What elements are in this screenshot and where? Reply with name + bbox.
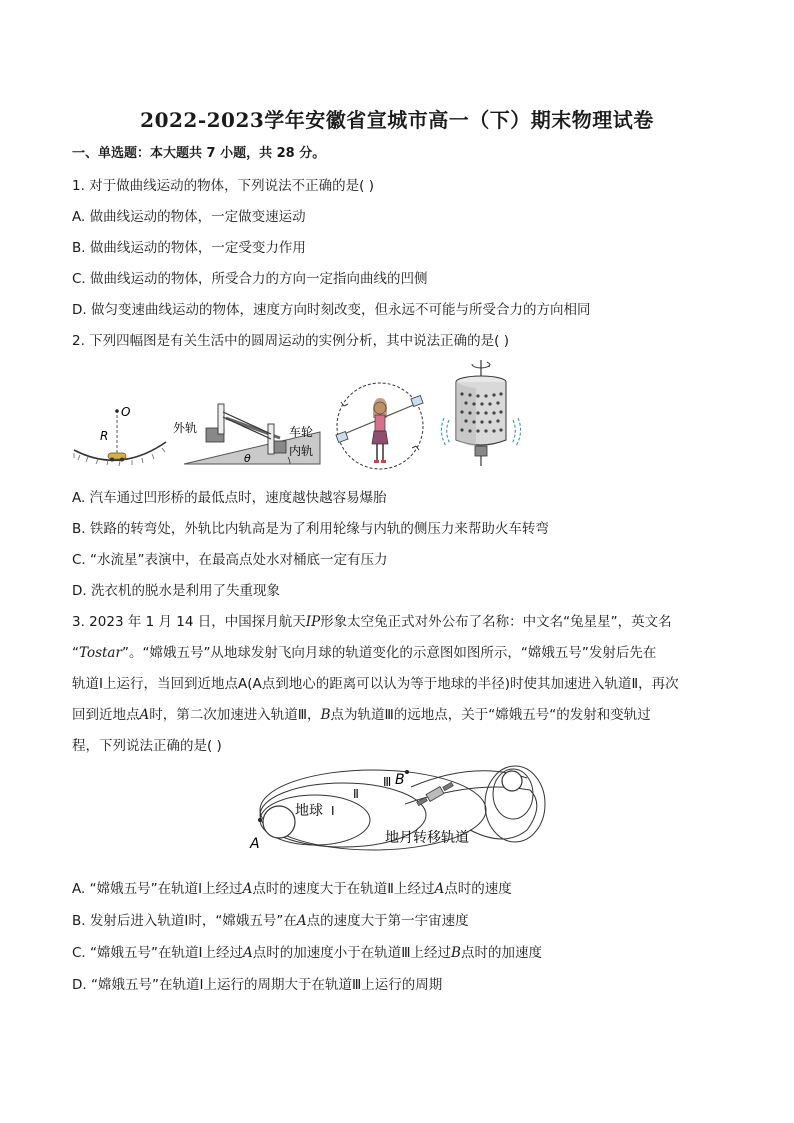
q3-option-c: C. “嫦娥五号”在轨道Ⅰ上经过A点时的加速度小于在轨道Ⅲ上经过B点时的加速度 [72, 945, 542, 961]
q1-option-a: A. 做曲线运动的物体，一定做变速运动 [72, 209, 306, 225]
label-orbit-3: Ⅲ [383, 775, 392, 789]
label-A: A [250, 836, 260, 852]
q3-option-d: D. “嫦娥五号”在轨道Ⅰ上运行的周期大于在轨道Ⅲ上运行的周期 [72, 977, 443, 993]
question-3-stem-line-1: 3. 2023 年 1 月 14 日，中国探月航天IP形象太空兔正式对外公布了名称：中文名“兔星星”，英文名 [72, 614, 672, 630]
section-heading: 一、单选题：本大题共 7 小题，共 28 分。 [72, 146, 326, 161]
concave-bridge-figure [70, 398, 170, 468]
label-inner-rail: 内轨 [289, 444, 314, 458]
label-R: R [100, 429, 109, 443]
q2-option-d: D. 洗衣机的脱水是利用了失重现象 [72, 583, 280, 599]
q1-option-d: D. 做匀变速曲线运动的物体，速度方向时刻改变，但永远不可能与所受合力的方向相同 [72, 302, 591, 318]
page-title: 2022-2023学年安徽省宣城市高一（下）期末物理试卷 [140, 108, 654, 132]
q2-option-a: A. 汽车通过凹形桥的最低点时，速度越快越容易爆胎 [72, 490, 387, 506]
q3-option-b: B. 发射后进入轨道Ⅰ时，“嫦娥五号”在A点的速度大于第一宇宙速度 [72, 913, 469, 929]
railway-curve-figure [170, 398, 325, 468]
question-3-stem-line-3: 轨道Ⅰ上运行，当回到近地点A(A点到地心的距离可以认为等于地球的半径)时使其加速进入轨道Ⅱ，再次 [72, 676, 679, 692]
q2-option-b: B. 铁路的转弯处，外轨比内轨高是为了利用轮缘与内轨的侧压力来帮助火车转弯 [72, 521, 549, 537]
question-3-stem-line-5: 程，下列说法正确的是( ) [72, 738, 222, 754]
label-B: B [395, 772, 405, 788]
label-transfer-orbit: 地月转移轨道 [385, 830, 469, 846]
q1-option-c: C. 做曲线运动的物体，所受合力的方向一定指向曲线的凹侧 [72, 271, 428, 287]
label-orbit-1: Ⅰ [331, 804, 335, 818]
question-1-stem: 1. 对于做曲线运动的物体，下列说法不正确的是( ) [72, 178, 374, 194]
label-outer-rail: 外轨 [173, 421, 198, 435]
washing-machine-figure [436, 358, 526, 470]
water-meteor-figure [330, 378, 430, 470]
label-wheel: 车轮 [289, 425, 314, 439]
orbit-diagram-figure [245, 760, 555, 855]
q2-option-c: C. “水流星”表演中，在最高点处水对桶底一定有压力 [72, 552, 388, 568]
label-earth: 地球 [295, 803, 323, 819]
label-O: O [121, 405, 131, 419]
question-2-stem: 2. 下列四幅图是有关生活中的圆周运动的实例分析，其中说法正确的是( ) [72, 333, 509, 349]
q1-option-b: B. 做曲线运动的物体，一定受变力作用 [72, 240, 306, 256]
question-3-stem-line-2: “Tostar”。“嫦娥五号”从地球发射飞向月球的轨道变化的示意图如图所示，“嫦娥五号”发射后先在 [72, 645, 657, 661]
label-orbit-2: Ⅱ [353, 787, 359, 801]
q3-option-a: A. “嫦娥五号”在轨道Ⅰ上经过A点时的速度大于在轨道Ⅱ上经过A点时的速度 [72, 881, 512, 897]
label-theta: θ [244, 452, 251, 465]
question-3-stem-line-4: 回到近地点A时，第二次加速进入轨道Ⅲ，B点为轨道Ⅲ的远地点，关于“嫦娥五号“的发射和变轨过 [72, 707, 651, 723]
